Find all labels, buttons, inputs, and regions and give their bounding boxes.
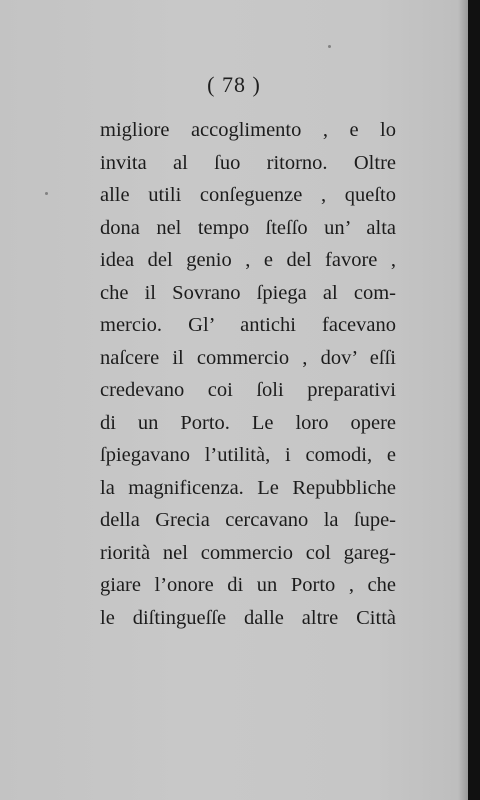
text-line: la magnificenza. Le Repubbliche [100, 476, 396, 499]
text-line: alle utili conſeguenze , queſto [100, 184, 396, 206]
text-line: di un Porto. Le loro opere [100, 411, 396, 434]
paper-speck [45, 192, 48, 195]
text-line: che il Sovrano ſpiega al com- [100, 281, 396, 304]
page-number: ( 78 ) [207, 72, 261, 97]
text-line: della Grecia cercavano la ſupe- [100, 509, 396, 531]
text-line: credevano coi ſoli preparativi [100, 379, 396, 401]
text-line: idea del genio , e del favore , [100, 249, 396, 271]
text-line: giare l’onore di un Porto , che [100, 574, 396, 596]
book-gutter [468, 0, 480, 800]
page-edge-shadow [458, 0, 468, 800]
text-line: invita al ſuo ritorno. Oltre [100, 151, 396, 174]
text-line: ſpiegavano l’utilità, i comodi, e [100, 444, 396, 466]
text-line: migliore accoglimento , e lo [100, 119, 396, 141]
body-text [100, 114, 396, 634]
text-line: mercio. Gl’ antichi facevano [100, 314, 396, 336]
text-line: le diſtingueſſe dalle altre Città [100, 606, 396, 629]
text-line: naſcere il commercio , dov’ eſſi [100, 346, 396, 369]
text-line: riorità nel commercio col gareg- [100, 541, 396, 564]
text-line: dona nel tempo ſteſſo un’ alta [100, 216, 396, 239]
paper-speck [328, 45, 331, 48]
